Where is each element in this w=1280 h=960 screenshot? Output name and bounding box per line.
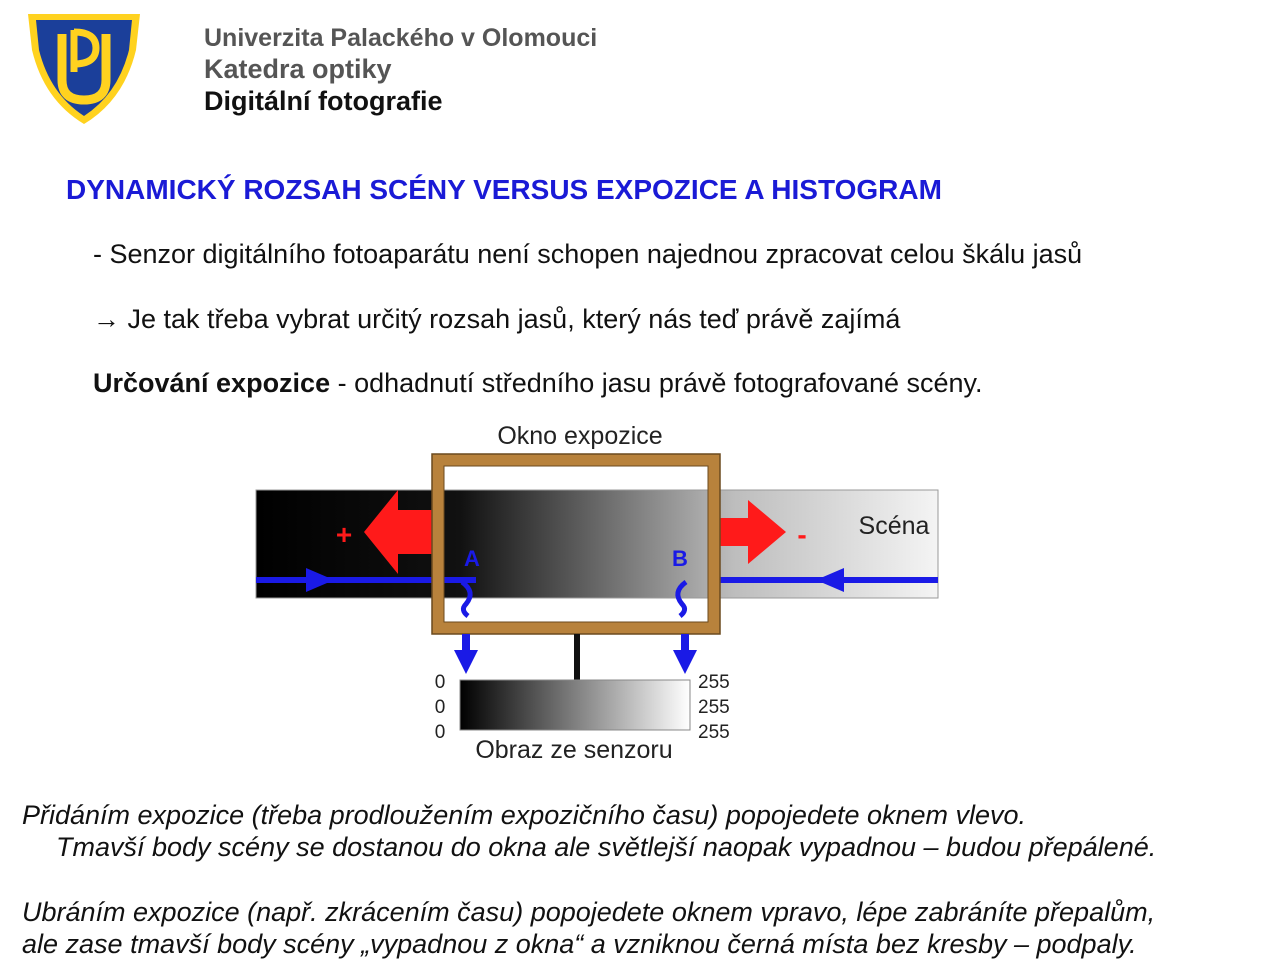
course-name: Digitální fotografie [204, 86, 443, 116]
right-value-1: 255 [698, 672, 730, 693]
left-value-3: 0 [434, 722, 446, 743]
scene-label: Scéna [858, 512, 930, 540]
department-name: Katedra optiky [204, 54, 392, 84]
sensor-label: Obraz ze senzoru [475, 736, 673, 764]
exposure-definition: - odhadnutí středního jasu právě fotografované scény. [330, 368, 983, 398]
exposure-term: Určování expozice [93, 368, 331, 398]
paragraph-reduce-exposure-effect: ale zase tmavší body scény „vypadnou z okna“ a vzniknou černá místa bez kresby – podpaly. [22, 929, 1137, 959]
university-logo [24, 10, 144, 128]
exposure-window-diagram [240, 418, 960, 770]
window-label: Okno expozice [497, 422, 663, 450]
slide-title: DYNAMICKÝ ROZSAH SCÉNY VERSUS EXPOZICE A HISTOGRAM [66, 174, 942, 205]
left-value-1: 0 [434, 672, 446, 693]
right-value-2: 255 [698, 697, 730, 718]
paragraph-add-exposure-effect: Tmavší body scény se dostanou do okna ale světlejší naopak vypadnou – budou přepálené. [56, 832, 1157, 862]
point-b-label: B [672, 546, 688, 571]
bullet-line-3 [93, 368, 983, 399]
down-arrow-a [454, 634, 478, 674]
paragraph-add-exposure: Přidáním expozice (třeba prodloužením expozičního času) popojedete oknem vlevo. [22, 800, 1027, 830]
sensor-gradient-bar [460, 680, 690, 730]
left-value-2: 0 [434, 697, 446, 718]
window-stem [574, 634, 580, 680]
university-name: Univerzita Palackého v Olomouci [204, 24, 598, 52]
paragraph-reduce-exposure: Ubráním expozice (např. zkrácením času) popojedete oknem vpravo, lépe zabráníte přepalům, [22, 897, 1156, 927]
point-a-label: A [464, 546, 480, 571]
bullet-line-1: - Senzor digitálního fotoaparátu není schopen najednou zpracovat celou škálu jasů [93, 239, 1083, 269]
down-arrow-b [673, 634, 697, 674]
plus-sign: + [335, 519, 353, 550]
minus-sign: - [797, 519, 807, 550]
right-value-3: 255 [698, 722, 730, 743]
bullet-line-2: → Je tak třeba vybrat určitý rozsah jasů, který nás teď právě zajímá [93, 304, 901, 334]
